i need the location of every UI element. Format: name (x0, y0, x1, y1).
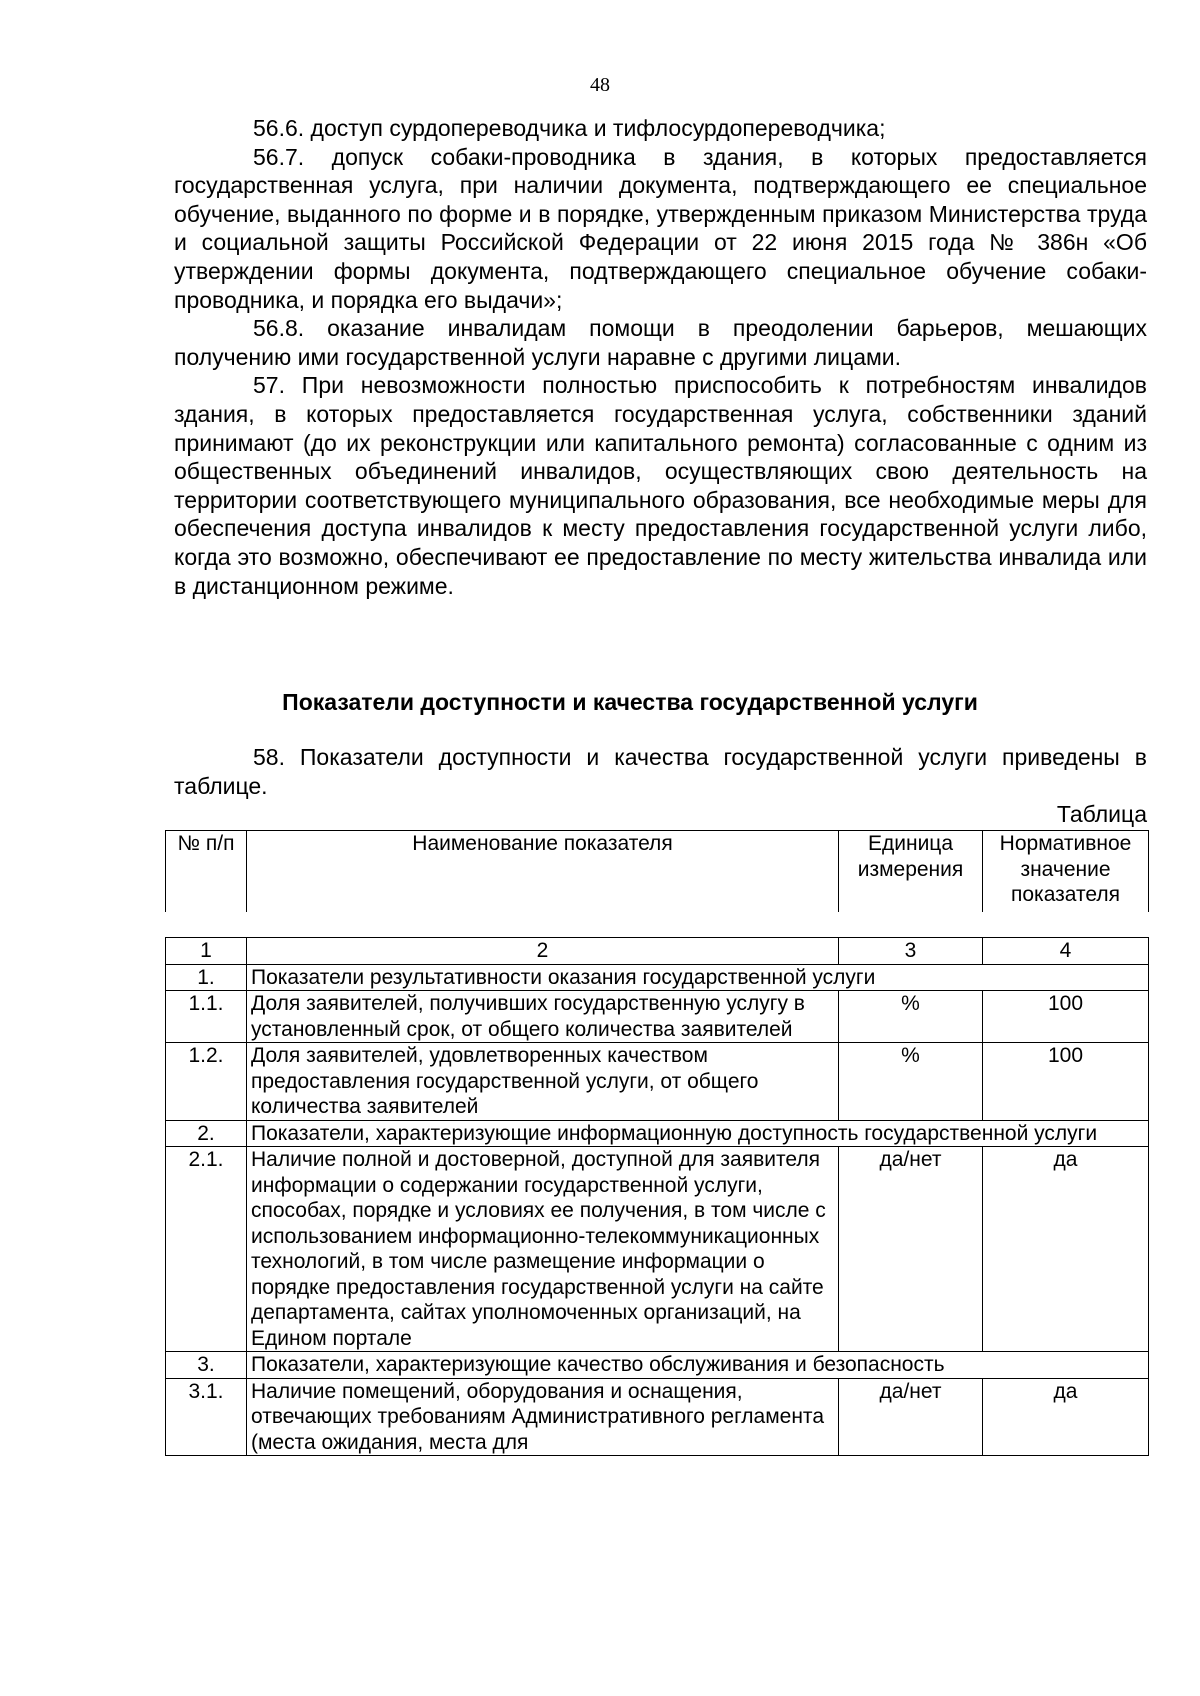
row-num: 2.1. (166, 1147, 247, 1352)
row-num: 3. (166, 1352, 247, 1379)
paragraph-57: 57. При невозможности полностью приспособить к потребностям инвалидов здания, в которых предоставляется государственная услуга, собственники зданий принимают (до их реконструкции или капитального ремонта) согласованные с одним из общественных объединений инвалидов, осуществляющих свою деятельность на территории соответствующего муниципального образования, все необходимые меры для обеспечения доступа инвалидов к месту предоставления государственной услуги либо, когда это возможно, обеспечивают ее предоставление по месту жительства инвалида или в дистанционном режиме. (174, 372, 1147, 599)
table-row (166, 1378, 1149, 1456)
table-row (166, 991, 1149, 1043)
section-title: Показатели, характеризующие информационную доступность государственной услуги (247, 1120, 1149, 1147)
column-number: 2 (247, 938, 839, 965)
table-section-row (166, 964, 1149, 991)
body-text (174, 114, 1147, 600)
column-numbers-row (166, 938, 1149, 965)
row-unit: да/нет (839, 1147, 983, 1352)
table-header (165, 830, 1149, 912)
row-name: Наличие помещений, оборудования и оснащения, отвечающих требованиям Административного регламента (места ожидания, места для (247, 1378, 839, 1456)
section-title: Показатели, характеризующие качество обслуживания и безопасность (247, 1352, 1149, 1379)
page-number: 48 (590, 74, 610, 96)
row-name: Доля заявителей, получивших государственную услугу в установленный срок, от общего количества заявителей (247, 991, 839, 1043)
row-num: 2. (166, 1120, 247, 1147)
row-name: Наличие полной и достоверной, доступной для заявителя информации о содержании государственной услуги, способах, порядке и условиях ее получения, в том числе с использованием информационно-телекоммуникационных технологий, в том числе размещение информации о порядке предоставления государственной услуги на сайте департамента, сайтах уполномоченных организаций, на Едином портале (247, 1147, 839, 1352)
indicators-table (165, 937, 1149, 1456)
row-num: 3.1. (166, 1378, 247, 1456)
section-heading: Показатели доступности и качества государственной услуги (282, 689, 978, 715)
paragraph-56-6: 56.6. доступ сурдопереводчика и тифлосурдопереводчика; (253, 115, 886, 141)
row-unit: да/нет (839, 1378, 983, 1456)
column-number: 1 (166, 938, 247, 965)
table-section-row (166, 1120, 1149, 1147)
row-num: 1.1. (166, 991, 247, 1043)
row-value: да (983, 1378, 1149, 1456)
table-row (166, 1043, 1149, 1121)
row-value: да (983, 1147, 1149, 1352)
paragraph-56-7: 56.7. допуск собаки-проводника в здания, в которых предоставляется государственная услуга, при наличии документа, подтверждающего ее специальное обучение, выданного по форме и в порядке, утвержденным приказом Министерства труда и социальной защиты Российской Федерации от 22 июня 2015 года № 386н «Об утверждении формы документа, подтверждающего специальное обучение собаки-проводника, и порядка его выдачи»; (174, 143, 1147, 313)
table-section-row (166, 1352, 1149, 1379)
header-name: Наименование показателя (247, 831, 839, 913)
row-value: 100 (983, 991, 1149, 1043)
row-num: 1.2. (166, 1043, 247, 1121)
row-num: 1. (166, 964, 247, 991)
row-unit: % (839, 1043, 983, 1121)
header-row (166, 831, 1149, 913)
header-unit: Единица измерения (839, 831, 983, 913)
paragraph-58: 58. Показатели доступности и качества государственной услуги приведены в таблице. (174, 744, 1147, 799)
row-unit: % (839, 991, 983, 1043)
section-title: Показатели результативности оказания государственной услуги (247, 964, 1149, 991)
header-num: № п/п (166, 831, 247, 913)
column-number: 3 (839, 938, 983, 965)
row-name: Доля заявителей, удовлетворенных качеством предоставления государственной услуги, от общего количества заявителей (247, 1043, 839, 1121)
table-row (166, 1147, 1149, 1352)
row-value: 100 (983, 1043, 1149, 1121)
header-value: Нормативное значение показателя (983, 831, 1149, 913)
table-caption: Таблица (1056, 801, 1147, 827)
column-number: 4 (983, 938, 1149, 965)
paragraph-56-8: 56.8. оказание инвалидам помощи в преодолении барьеров, мешающих получению ими государственной услуги наравне с другими лицами. (174, 315, 1147, 370)
